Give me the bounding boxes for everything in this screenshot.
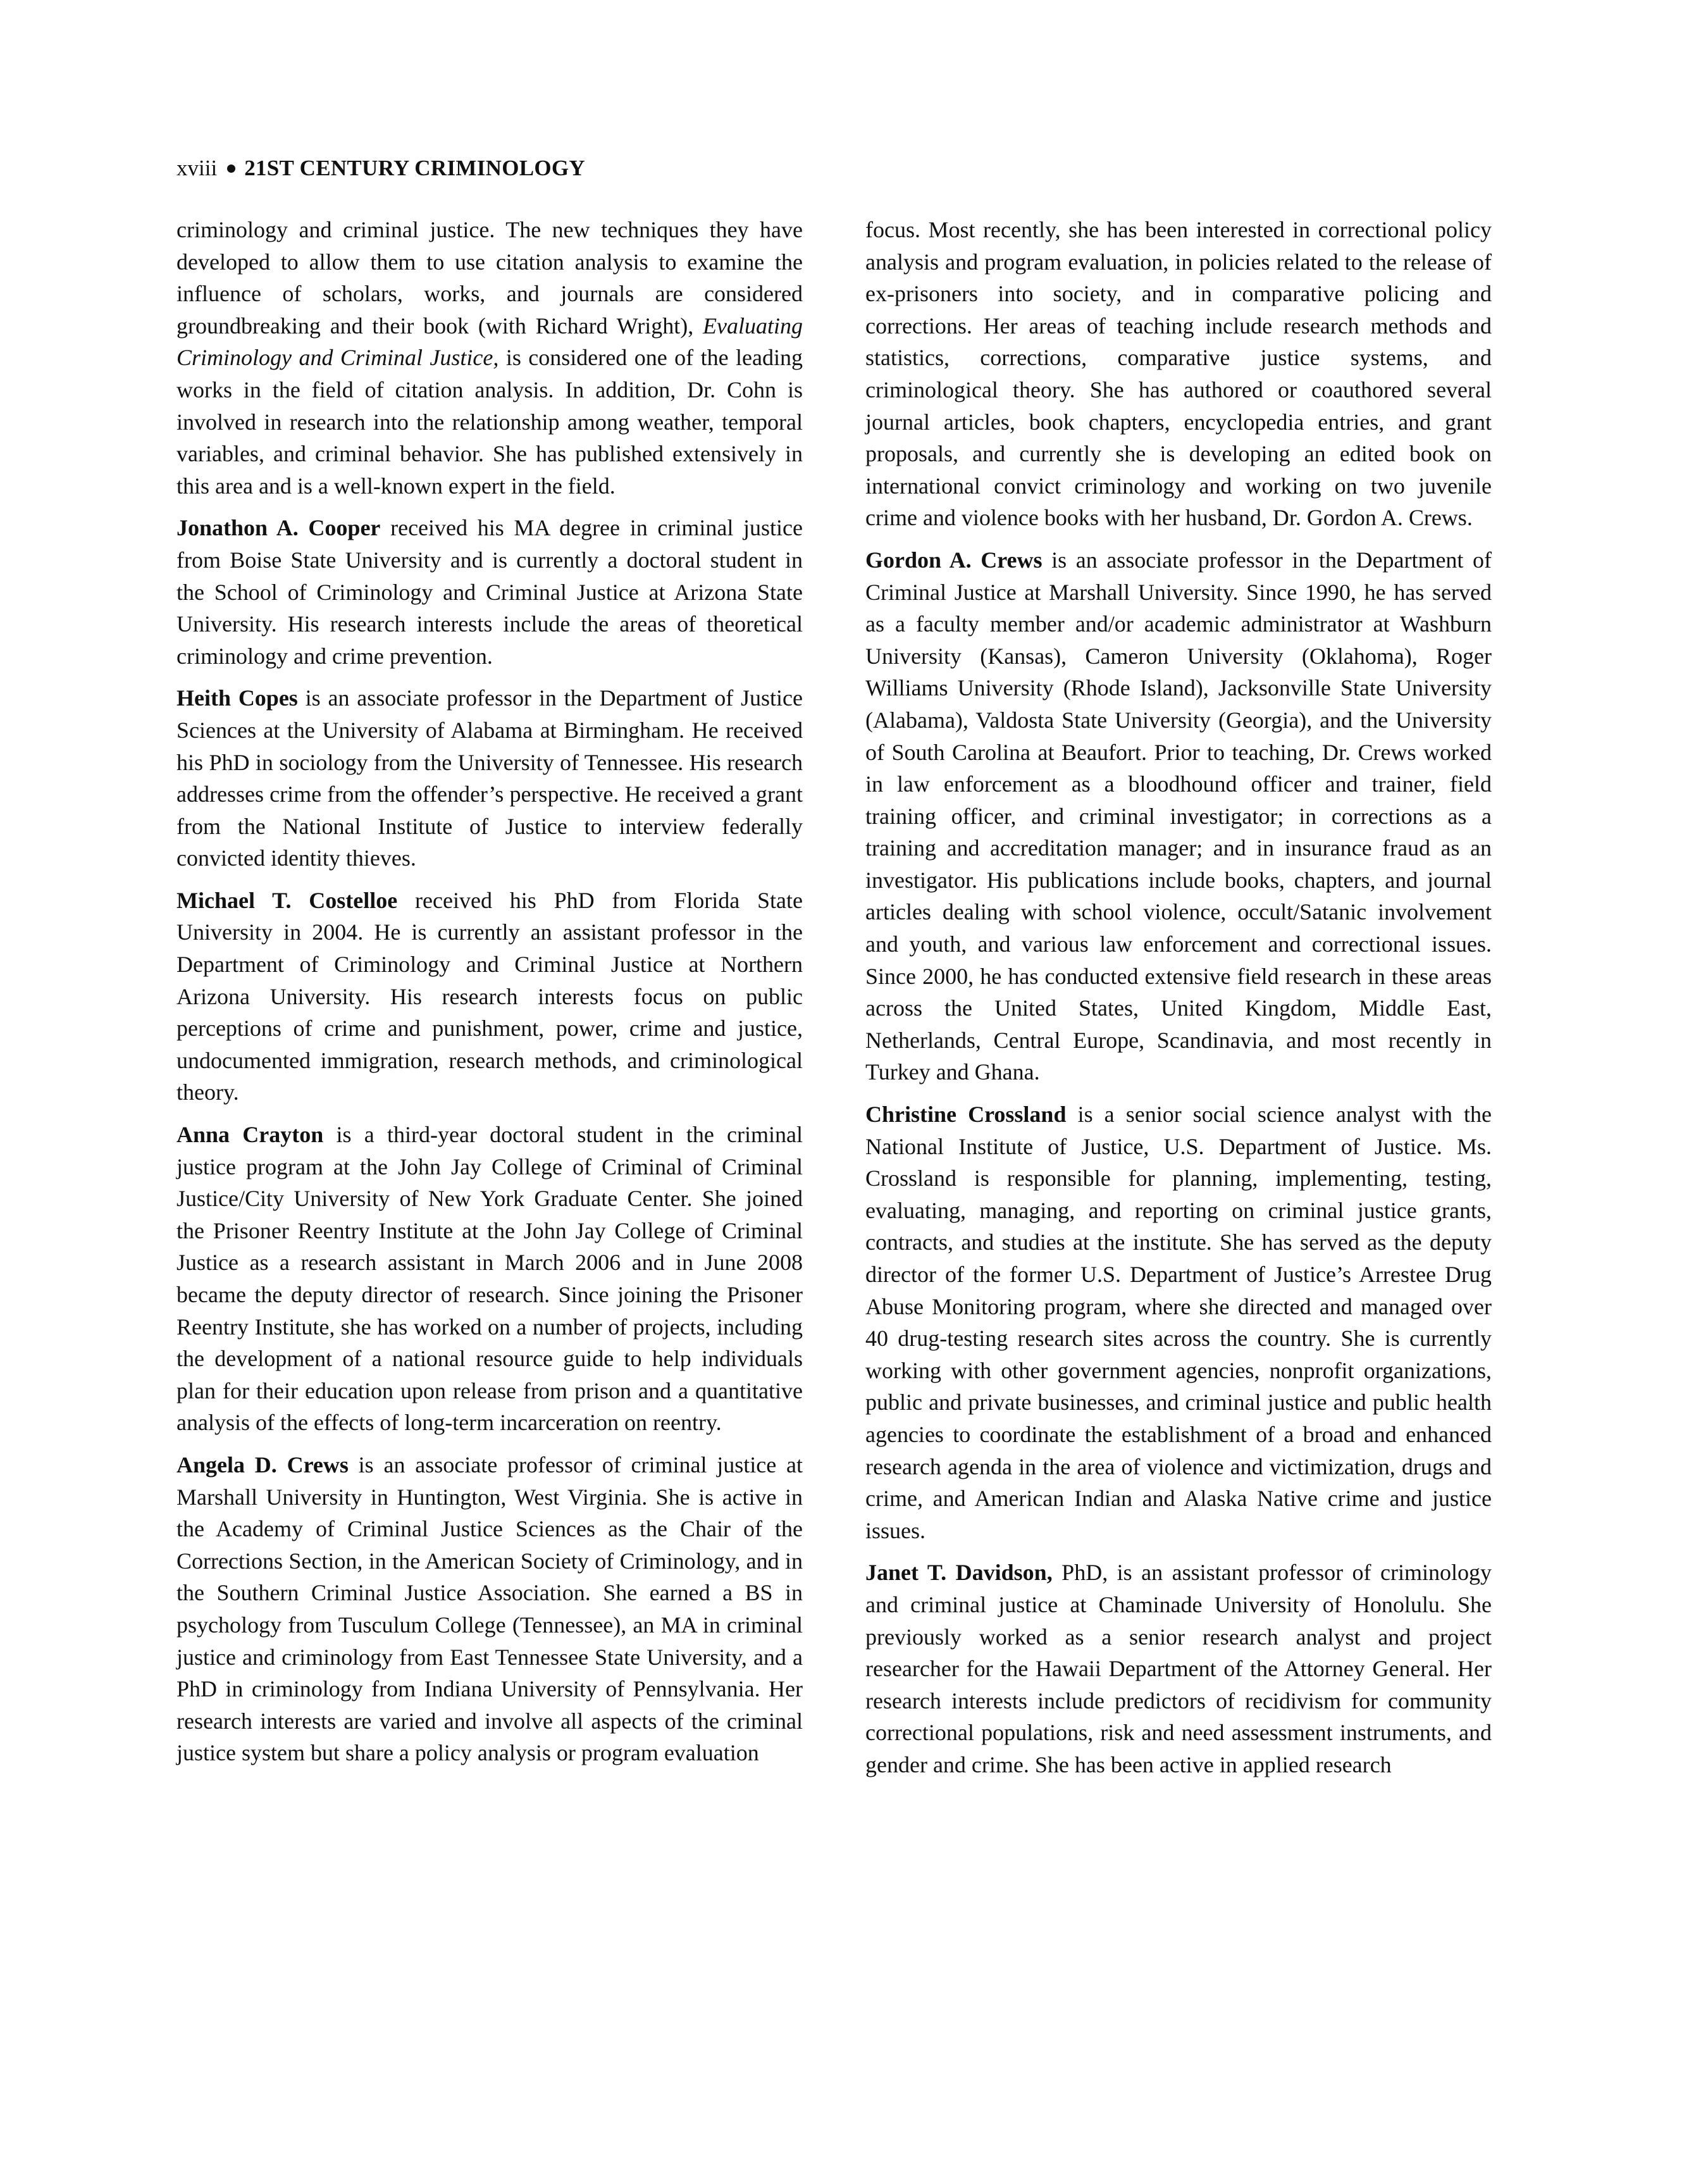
contributor-name: Michael T. Costelloe (176, 887, 398, 913)
continued-paragraph: focus. Most recently, she has been interested in correctional policy analysis and program evaluation, in policies related to the release of ex-prisoners into society, and in comparative policing and corrections. Her areas of teaching include research methods and statistics, corrections, comparative justice systems, and criminological theory. She has authored or coauthored several journal articles, book chapters, encyclopedia entries, and grant proposals, and currently she is developing an edited book on international convict criminology and working on two juvenile crime and violence books with her husband, Dr. Gordon A. Crews. (865, 217, 1492, 531)
book-title-italic: Evaluating Criminology and Criminal Justice, (176, 313, 803, 371)
contributor-entry (176, 885, 803, 1109)
page-number: xviii (176, 156, 218, 180)
contributor-entry (865, 1098, 1492, 1546)
left-column (176, 214, 803, 1779)
contributor-bio: is an associate professor of criminal justice at Marshall University in Huntington, West Virginia. She is active in the Academy of Criminal Justice Sciences as the Chair of the Corrections Section, in the American Society of Criminology, and in the Southern Criminal Justice Association. She earned a BS in psychology from Tusculum College (Tennessee), an MA in criminal justice and criminology from East Tennessee State University, and a PhD in criminology from Indiana University of Pennsylvania. Her research interests are varied and involve all aspects of the criminal justice system but share a policy analysis or program evaluation (176, 1452, 803, 1766)
contributor-name: Christine Crossland (865, 1102, 1067, 1128)
continued-paragraph: criminology and criminal justice. The new techniques they have developed to allow them to use citation analysis to examine the influence of scholars, works, and journals are considered groundbreaking and their book (with Richard Wright), Evaluating Criminology and Criminal Justice, is considered one of the leading works in the field of citation analysis. In addition, Dr. Cohn is involved in research into the relationship among weather, temporal variables, and criminal behavior. She has published extensively in this area and is a well-known expert in the field. (176, 217, 803, 499)
contributor-name: Janet T. Davidson, (865, 1560, 1053, 1586)
contributor-entry (176, 1119, 803, 1439)
contributor-name: Jonathon A. Cooper (176, 515, 381, 541)
contributor-bio: PhD, is an assistant professor of criminology and criminal justice at Chaminade University of Honolulu. She previously worked as a senior research analyst and project researcher for the Hawaii Department of the Attorney General. Her research interests include predictors of recidivism for community correctional populations, risk and need assessment instruments, and gender and crime. She has been active in applied research (865, 1560, 1492, 1777)
contributor-entry (865, 1557, 1492, 1781)
bullet-separator (227, 165, 235, 173)
contributor-name: Anna Crayton (176, 1122, 324, 1148)
contributor-entry (176, 682, 803, 874)
book-title: 21ST CENTURY CRIMINOLOGY (244, 156, 586, 180)
contributor-entry (176, 512, 803, 672)
contributor-bio: is a senior social science analyst with the National Institute of Justice, U.S. Department of Justice. Ms. Crossland is responsible for planning, implementing, testing, evaluating, managing, and reporting on criminal justice grants, contracts, and studies at the institute. She has served as the deputy director of the former U.S. Department of Justice’s Arrestee Drug Abuse Monitoring program, where she directed and managed over 40 drug-testing research sites across the country. She is currently working with other government agencies, nonprofit organizations, public and private businesses, and criminal justice and public health agencies to coordinate the establishment of a broad and enhanced research agenda in the area of violence and victimization, drugs and crime, and American Indian and Alaska Native crime and justice issues. (865, 1102, 1492, 1543)
contributor-entry (865, 544, 1492, 1088)
contributor-entry (176, 1449, 803, 1769)
right-column (865, 214, 1492, 1791)
running-head (176, 156, 585, 181)
contributor-bio: is an associate professor in the Department of Criminal Justice at Marshall University. Since 1990, he has served as a faculty member and/or academic administrator at Washburn University (Kansas), Cameron University (Oklahoma), Roger Williams University (Rhode Island), Jacksonville State University (Alabama), Valdosta State University (Georgia), and the University of South Carolina at Beaufort. Prior to teaching, Dr. Crews worked in law enforcement as a bloodhound officer and trainer, field training officer, and criminal investigator; in corrections as a training and accreditation manager; and in insurance fraud as an investigator. His publications include books, chapters, and journal articles dealing with school violence, occult/Satanic involvement and youth, and various law enforcement and correctional issues. Since 2000, he has conducted extensive field research in these areas across the United States, United Kingdom, Middle East, Netherlands, Central Europe, Scandinavia, and most recently in Turkey and Ghana. (865, 547, 1492, 1085)
contributor-bio: is a third-year doctoral student in the criminal justice program at the John Jay College of Criminal of Criminal Justice/City University of New York Graduate Center. She joined the Prisoner Reentry Institute at the John Jay College of Criminal Justice as a research assistant in March 2006 and in June 2008 became the deputy director of research. Since joining the Prisoner Reentry Institute, she has worked on a number of projects, including the development of a national resource guide to help individuals plan for their education upon release from prison and a quantitative analysis of the effects of long-term incarceration on reentry. (176, 1122, 803, 1436)
contributor-bio: received his PhD from Florida State University in 2004. He is currently an assistant professor in the Department of Criminology and Criminal Justice at Northern Arizona University. His research interests focus on public perceptions of crime and punishment, power, crime and justice, undocumented immigration, research methods, and criminological theory. (176, 887, 803, 1105)
contributor-bio: is an associate professor in the Department of Justice Sciences at the University of Alabama at Birmingham. He received his PhD in sociology from the University of Tennessee. His research addresses crime from the offender’s perspective. He received a grant from the National Institute of Justice to interview federally convicted identity thieves. (176, 685, 803, 871)
contributor-name: Angela D. Crews (176, 1452, 349, 1477)
contributor-name: Gordon A. Crews (865, 547, 1043, 573)
contributor-name: Heith Copes (176, 685, 298, 711)
contributor-bio: received his MA degree in criminal justice from Boise State University and is currently a doctoral student in the School of Criminology and Criminal Justice at Arizona State University. His research interests include the areas of theoretical criminology and crime prevention. (176, 515, 803, 669)
